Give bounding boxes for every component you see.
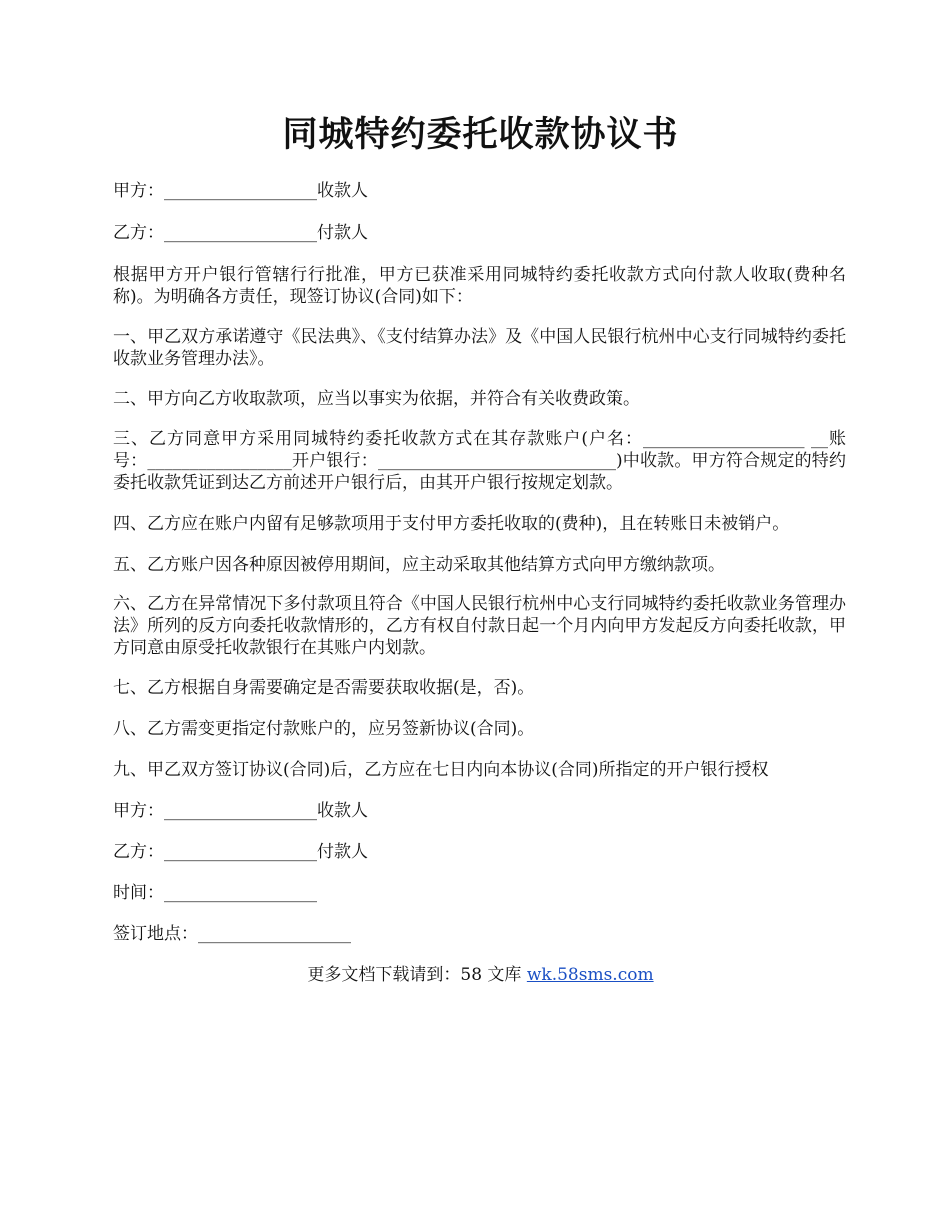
footer <box>113 964 848 987</box>
clause-4: 四、乙方应在账户内留有足够款项用于支付甲方委托收取的(费种)，且在转账日未被销户。 <box>113 514 790 534</box>
sign-place: 签订地点：__________________ <box>113 924 351 944</box>
clause-8: 八、乙方需变更指定付款账户的，应另签新协议(合同)。 <box>113 719 535 739</box>
header-party-b: 乙方：__________________付款人 <box>113 223 368 243</box>
header-party-a: 甲方：__________________收款人 <box>113 181 368 201</box>
clause-5: 五、乙方账户因各种原因被停用期间，应主动采取其他结算方式向甲方缴纳款项。 <box>113 555 725 575</box>
sign-party-b: 乙方：__________________付款人 <box>113 842 368 862</box>
footer-link[interactable]: wk.58sms.com <box>526 965 654 985</box>
sign-party-a: 甲方：__________________收款人 <box>113 801 368 821</box>
clause-7: 七、乙方根据自身需要确定是否需要获取收据(是，否)。 <box>113 678 535 698</box>
document-title: 同城特约委托收款协议书 <box>282 114 679 155</box>
clause-1: 一、甲乙双方承诺遵守《民法典》、《支付结算办法》及《中国人民银行杭州中心支行同城特约委托收款业务管理办法》。 <box>113 327 846 369</box>
clause-9: 九、甲乙双方签订协议(合同)后，乙方应在七日内向本协议(合同)所指定的开户银行授权 <box>113 760 769 780</box>
clause-6: 六、乙方在异常情况下多付款项且符合《中国人民银行杭州中心支行同城特约委托收款业务管理办法》所列的反方向委托收款情形的，乙方有权自付款日起一个月内向甲方发起反方向委托收款，甲方同意由原受托收款银行在其账户内划款。 <box>113 594 846 658</box>
footer-text: 更多文档下载请到：58 文库 <box>307 965 527 985</box>
sign-time: 时间：__________________ <box>113 883 317 903</box>
clause-2: 二、甲方向乙方收取款项，应当以事实为依据，并符合有关收费政策。 <box>113 389 640 409</box>
clause-3: 三、乙方同意甲方采用同城特约委托收款方式在其存款账户(户名：___________________ __账号：_________________开户银行：____________________________)中收款。甲方符合规定的特约委托收款凭证到达乙方前述开户银行后，由其开户银行按规定划款。 <box>113 429 846 493</box>
intro-paragraph: 根据甲方开户银行管辖行行批准，甲方已获准采用同城特约委托收款方式向付款人收取(费种名称)。为明确各方责任，现签订协议(合同)如下： <box>113 265 846 307</box>
